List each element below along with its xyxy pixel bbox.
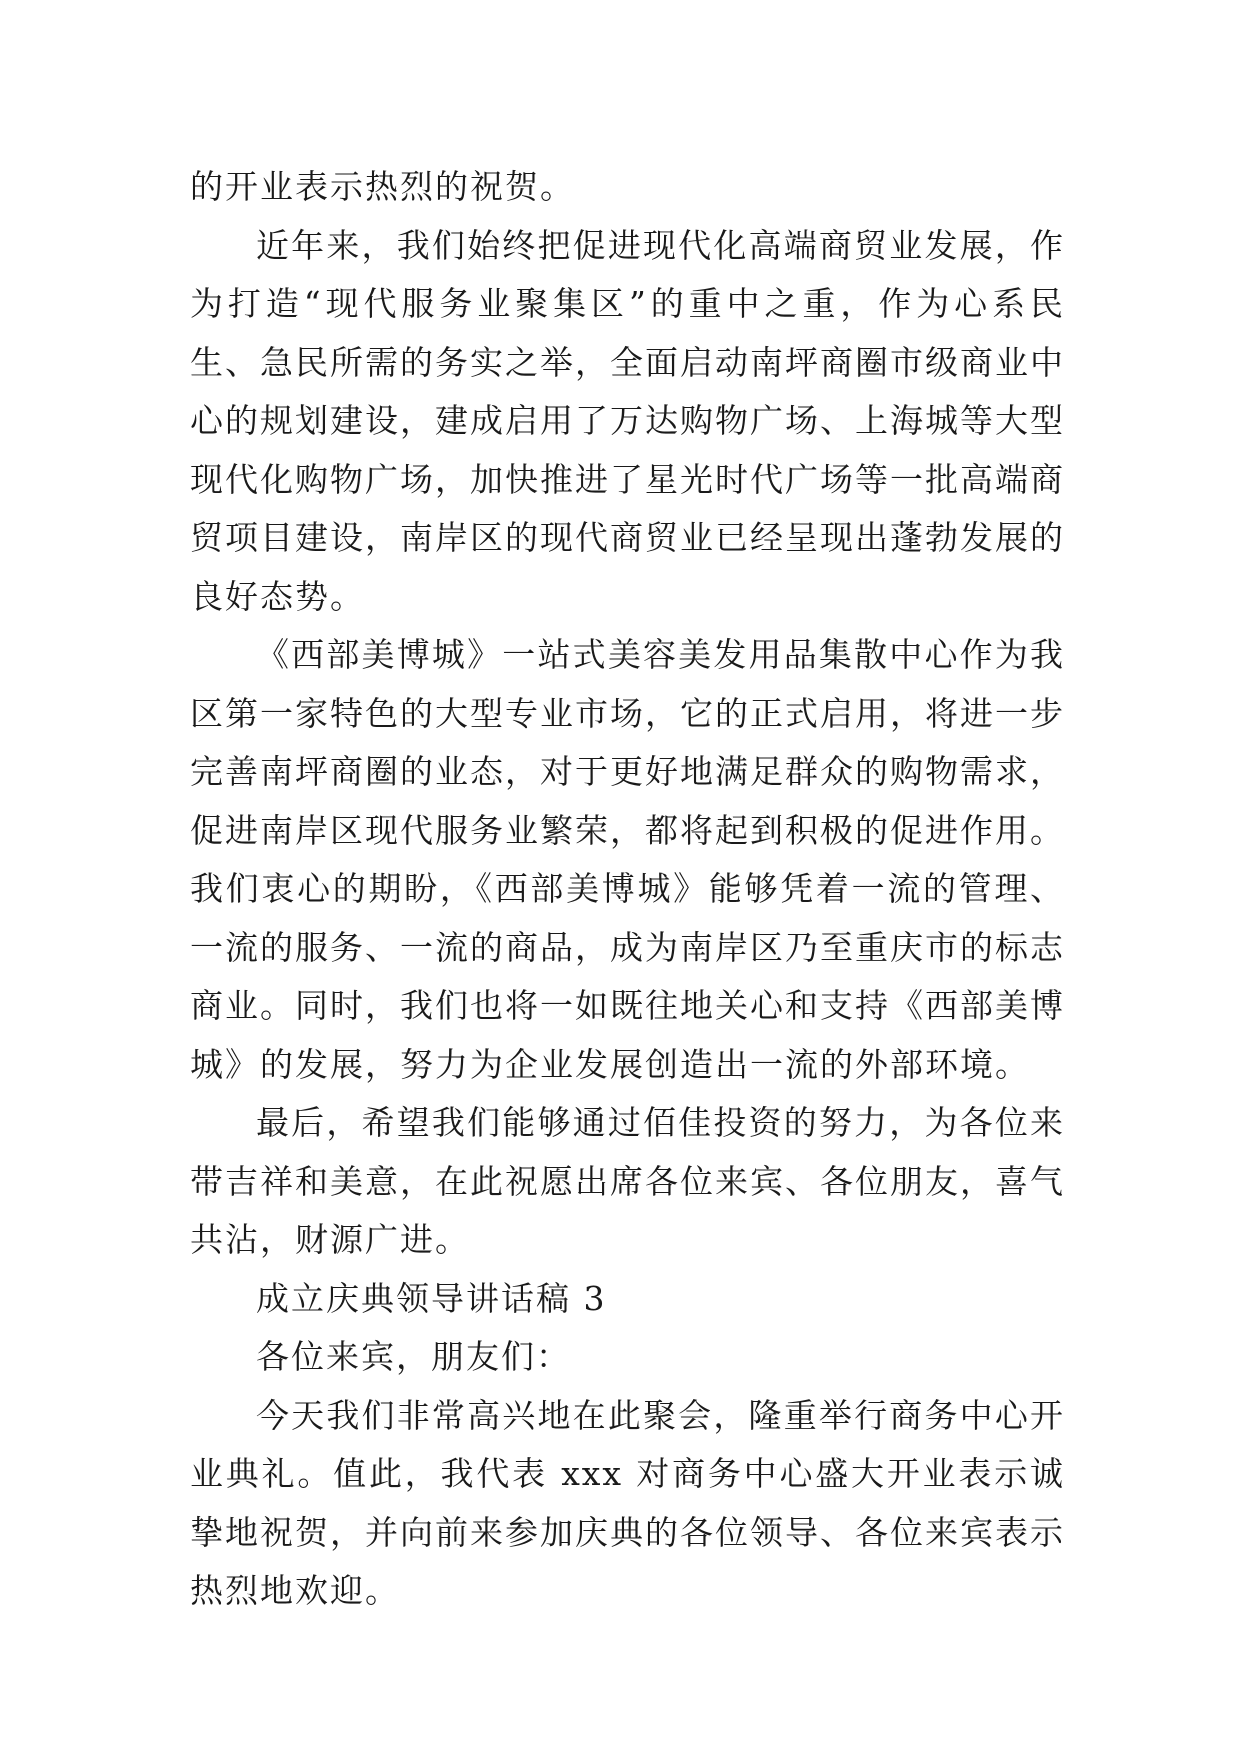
paragraph-development: 近年来，我们始终把促进现代化高端商贸业发展，作为打造“现代服务业聚集区”的重中之重，作为心系民生、急民所需的务实之举，全面启动南坪商圈市级商业中心的规划建设，建成启用了万达购物广场、上海城等大型现代化购物广场，加快推进了星光时代广场等一批高端商贸项目建设，南岸区的现代商贸业已经呈现出蓬勃发展的良好态势。 xyxy=(190,225,1065,616)
section-heading: 成立庆典领导讲话稿 3 xyxy=(256,1278,607,1318)
salutation: 各位来宾，朋友们： xyxy=(256,1337,571,1376)
paragraph-continuation: 的开业表示热烈的祝贺。 xyxy=(190,167,575,206)
paragraph-market: 《西部美博城》一站式美容美发用品集散中心作为我区第一家特色的大型专业市场，它的正式启用，将进一步完善南坪商圈的业态，对于更好地满足群众的购物需求，促进南岸区现代服务业繁荣，都将起到积极的促进作用。我们衷心的期盼，《西部美博城》能够凭着一流的管理、一流的服务、一流的商品，成为南岸区乃至重庆市的标志商业。同时，我们也将一如既往地关心和支持《西部美博城》的发展，努力为企业发展创造出一流的外部环境。 xyxy=(190,635,1065,1084)
paragraph-opening: 今天我们非常高兴地在此聚会，隆重举行商务中心开业典礼。值此，我代表 xxx 对商务中心盛大开业表示诚挚地祝贺，并向前来参加庆典的各位领导、各位来宾表示热烈地欢迎。 xyxy=(190,1395,1065,1610)
paragraph-closing: 最后，希望我们能够通过佰佳投资的努力，为各位来带吉祥和美意，在此祝愿出席各位来宾、各位朋友，喜气共沾，财源广进。 xyxy=(190,1103,1065,1259)
document-body xyxy=(190,158,1065,1621)
